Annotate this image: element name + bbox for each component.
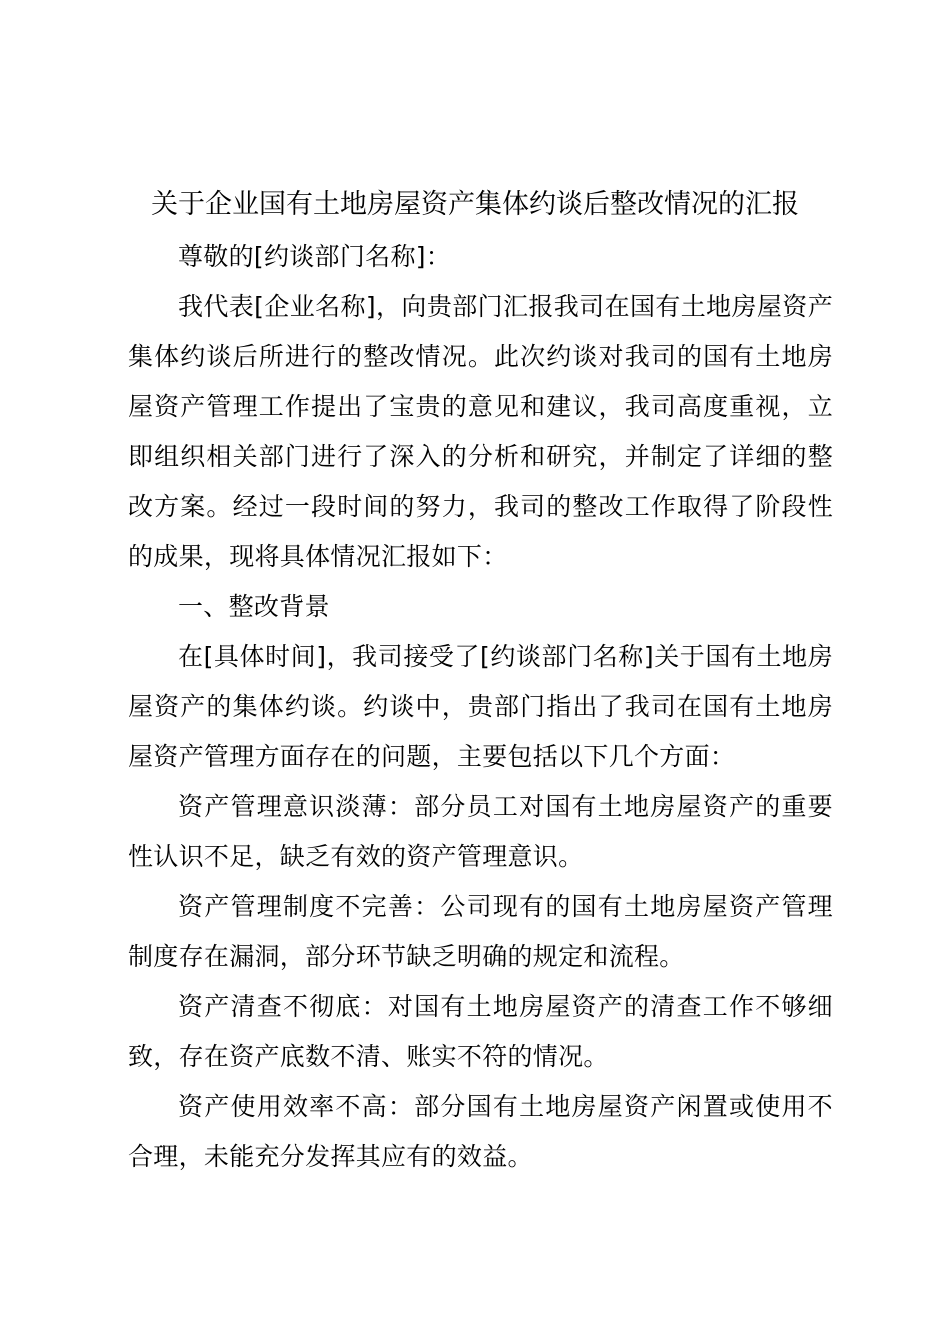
intro-paragraph: 我代表[企业名称]，向贵部门汇报我司在国有土地房屋资产集体约谈后所进行的整改情况。此次约谈对我司的国有土地房屋资产管理工作提出了宝贵的意见和建议，我司高度重视，立即组织相关部门进行了深入的分析和研究，并制定了详细的整改方案。经过一段时间的努力，我司的整改工作取得了阶段性的成果，现将具体情况汇报如下： (128, 292, 833, 571)
issue-inventory: 资产清查不彻底：对国有土地房屋资产的清查工作不够细致，存在资产底数不清、账实不符的情况。 (128, 992, 833, 1071)
background-paragraph: 在[具体时间]，我司接受了[约谈部门名称]关于国有土地房屋资产的集体约谈。约谈中，贵部门指出了我司在国有土地房屋资产管理方面存在的问题，主要包括以下几个方面： (128, 642, 833, 771)
salutation: 尊敬的[约谈部门名称]： (178, 242, 452, 271)
section-heading-background: 一、整改背景 (178, 592, 330, 621)
issue-awareness: 资产管理意识淡薄：部分员工对国有土地房屋资产的重要性认识不足，缺乏有效的资产管理意识。 (128, 792, 833, 871)
issue-efficiency: 资产使用效率不高：部分国有土地房屋资产闲置或使用不合理，未能充分发挥其应有的效益。 (128, 1092, 833, 1171)
document-title: 关于企业国有土地房屋资产集体约谈后整改情况的汇报 (151, 189, 799, 220)
issue-system: 资产管理制度不完善：公司现有的国有土地房屋资产管理制度存在漏洞，部分环节缺乏明确的规定和流程。 (128, 892, 833, 971)
document-body (128, 232, 833, 1182)
